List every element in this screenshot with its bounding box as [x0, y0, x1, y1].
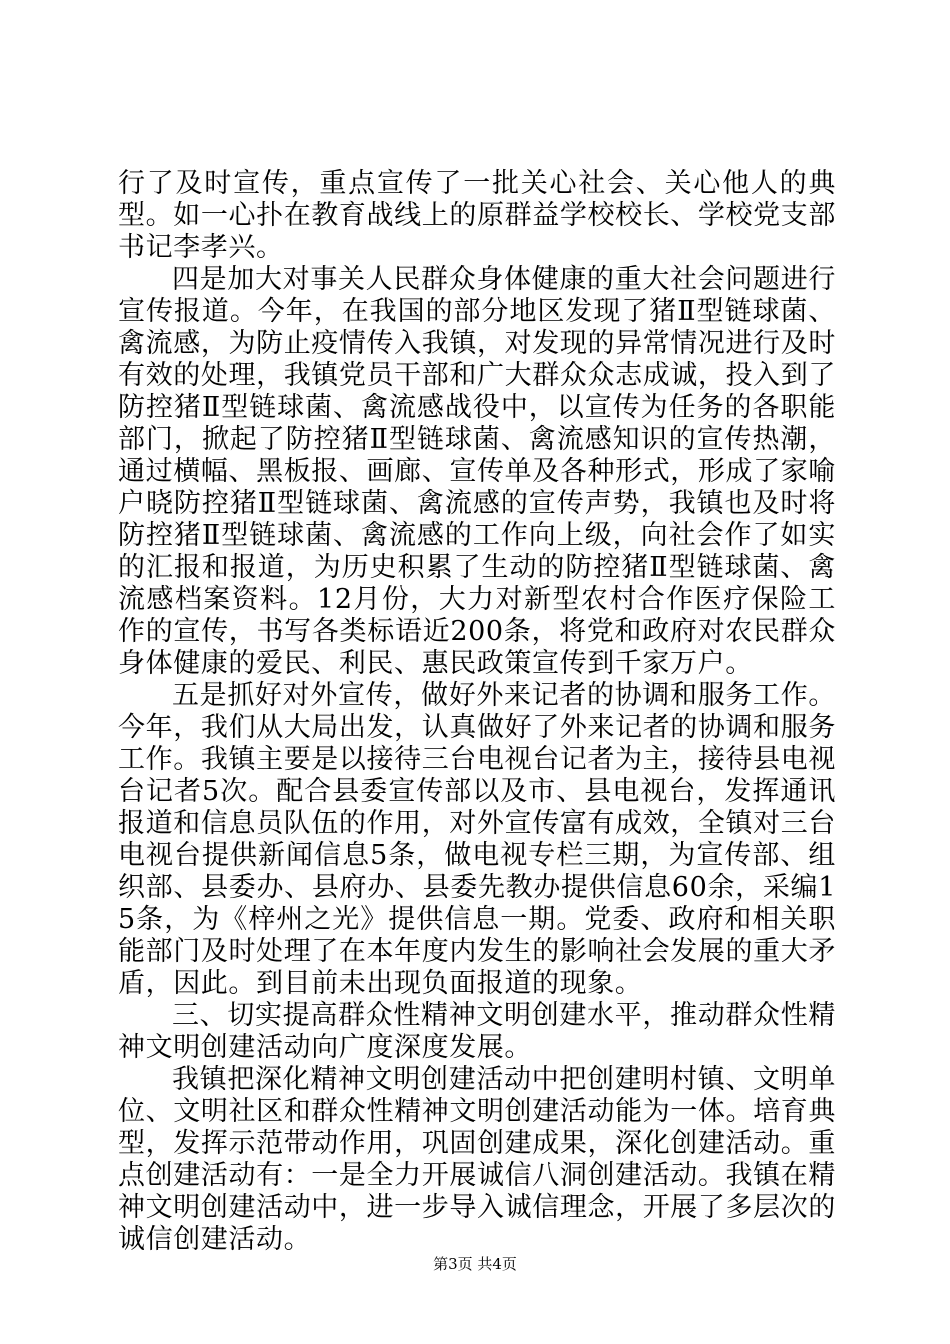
- page-number-footer: 第3页 共4页: [433, 1255, 517, 1273]
- paragraph-2: 四是加大对事关人民群众身体健康的重大社会问题进行宣传报道。今年，在我国的部分地区发现了猪Ⅱ型链球菌、禽流感，为防止疫情传入我镇，对发现的异常情况进行及时有效的处理，我镇党员干部和广大群众众志成诚，投入到了防控猪Ⅱ型链球菌、禽流感战役中，以宣传为任务的各职能部门，掀起了防控猪Ⅱ型链球菌、禽流感知识的宣传热潮，通过横幅、黑板报、画廊、宣传单及各种形式，形成了家喻户晓防控猪Ⅱ型链球菌、禽流感的宣传声势，我镇也及时将防控猪Ⅱ型链球菌、禽流感的工作向上级，向社会作了如实的汇报和报道，为历史积累了生动的防控猪Ⅱ型链球菌、禽流感档案资料。12月份，大力对新型农村合作医疗保险工作的宣传，书写各类标语近200条，将党和政府对农民群众身体健康的爱民、利民、惠民政策宣传到千家万户。: [118, 264, 836, 679]
- paragraph-4: 三、切实提高群众性精神文明创建水平，推动群众性精神文明创建活动向广度深度发展。: [118, 1000, 836, 1063]
- paragraph-5: 我镇把深化精神文明创建活动中把创建明村镇、文明单位、文明社区和群众性精神文明创建活动能为一体。培育典型，发挥示范带动作用，巩固创建成果，深化创建活动。重点创建活动有：一是全力开展诚信八洞创建活动。我镇在精神文明创建活动中，进一步导入诚信理念，开展了多层次的诚信创建活动。: [118, 1064, 836, 1255]
- paragraph-1: 行了及时宣传，重点宣传了一批关心社会、关心他人的典型。如一心扑在教育战线上的原群益学校校长、学校党支部书记李孝兴。: [118, 168, 836, 263]
- document-body: [118, 168, 836, 1256]
- paragraph-3: 五是抓好对外宣传，做好外来记者的协调和服务工作。今年，我们从大局出发，认真做好了外来记者的协调和服务工作。我镇主要是以接待三台电视台记者为主，接待县电视台记者5次。配合县委宣传部以及市、县电视台，发挥通讯报道和信息员队伍的作用，对外宣传富有成效，全镇对三台电视台提供新闻信息5条，做电视专栏三期，为宣传部、组织部、县委办、县府办、县委先教办提供信息60余，采编15条，为《梓州之光》提供信息一期。党委、政府和相关职能部门及时处理了在本年度内发生的影响社会发展的重大矛盾，因此。到目前未出现负面报道的现象。: [118, 680, 836, 999]
